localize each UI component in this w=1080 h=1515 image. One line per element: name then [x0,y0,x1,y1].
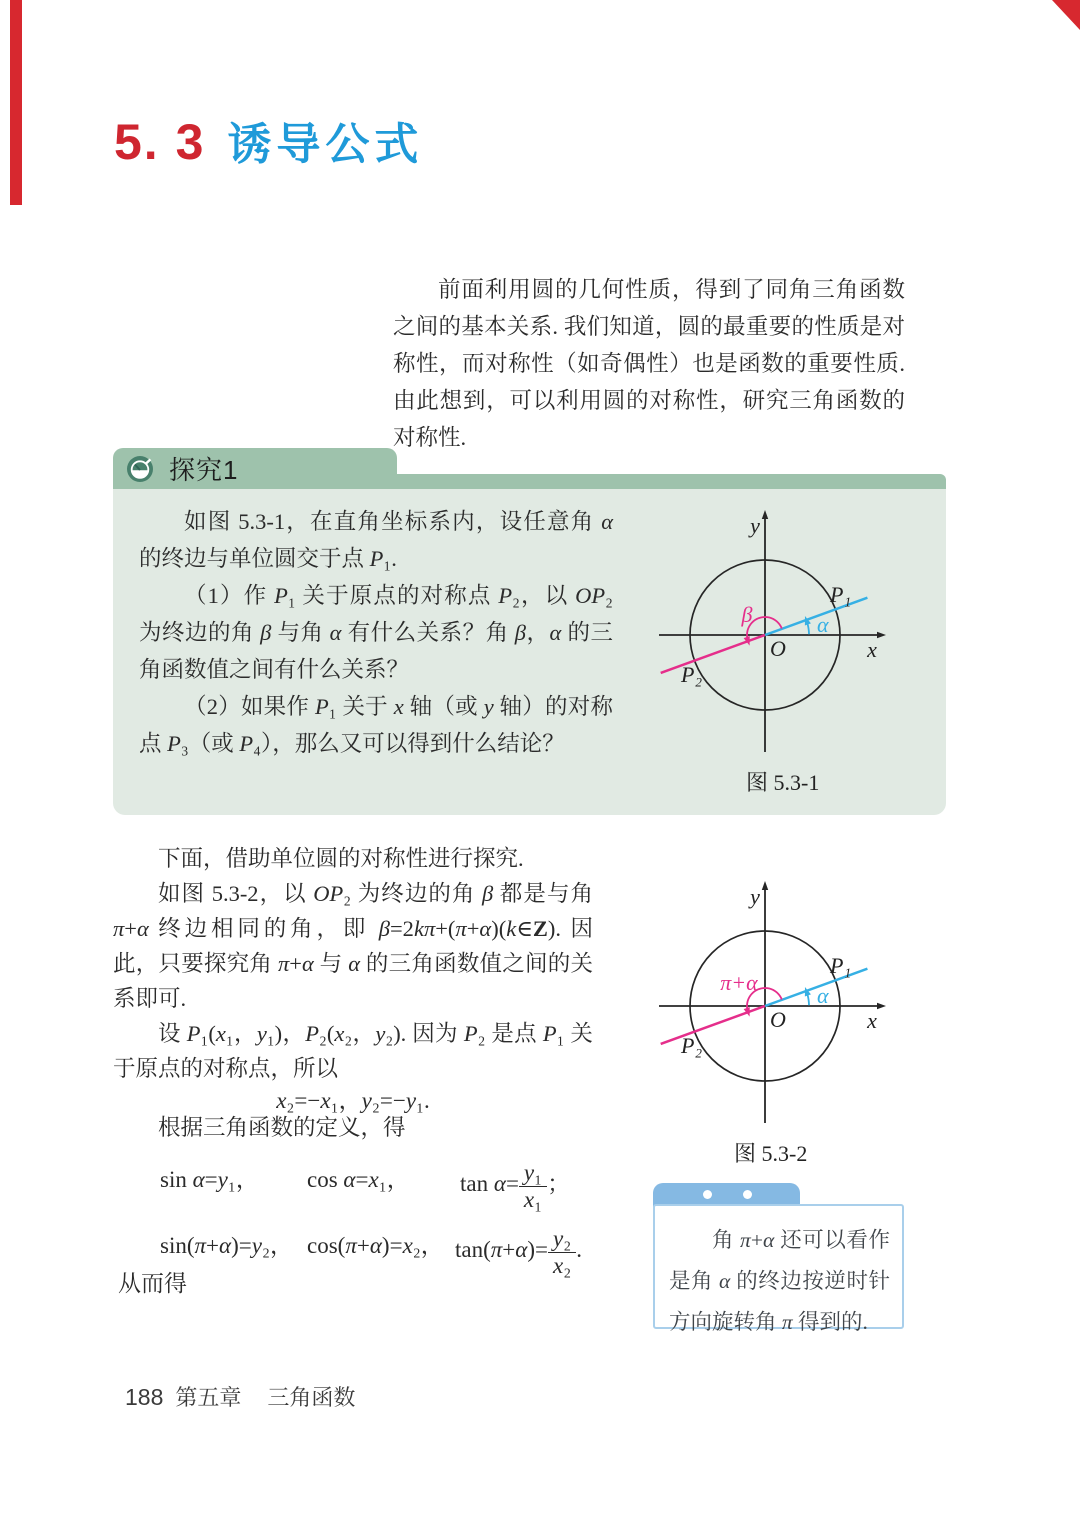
explore-tab-label: 探究1 [169,455,239,485]
main-angle-label: β [741,602,753,627]
arrowhead [744,636,750,646]
formula-symmetry: x₂=−x₁，y₂=−y₁. [276,1088,430,1113]
y-axis-label: y [750,884,760,909]
arrowhead [744,1007,750,1017]
formula-tan-pi-alpha: tan(π+α)= $\frac{\text{y₂}}{\text{x₂}}$ . [455,1226,582,1279]
p1-label: P₁ [830,953,852,978]
conclusion-lead: 从而得 [118,1271,187,1296]
body-paragraph: 设 P₁(x₁，y₁)，P₂(x₂，y₂). 因为 P₂ 是点 P₁ 关于原点的对称点，所以 [113,1021,593,1081]
note-tab-hole [703,1190,712,1199]
body-paragraph: 下面，借助单位圆的对称性进行探究. [158,846,524,871]
arrowhead [877,632,886,638]
p2-label: P₂ [681,662,703,687]
p2-label: P₂ [681,1033,703,1058]
formula-cos-alpha: cos α=x₁， [307,1167,410,1192]
note-tab-hole [743,1190,752,1199]
fraction: $\frac{\text{y₁}}{\text{x₁}}$ [519,1161,547,1212]
section-number: 5. 3 [114,114,206,170]
figure-2-caption: 图 5.3-2 [734,1141,808,1166]
formula-sin-alpha: sin α=y₁， [160,1167,259,1192]
origin-label: O [770,636,786,661]
arrowhead [762,881,768,890]
page-number: 188 [125,1384,164,1410]
formula-sin-pi-alpha: sin(π+α)=y₂， [160,1233,293,1258]
y-axis-label: y [750,513,760,538]
alpha-label: α [817,612,829,637]
body-paragraph: 如图 5.3-2，以 OP₂ 为终边的角 β 都是与角 π+α 终边相同的角，即 β=2kπ+(π+α)(k∈Z). 因此，只要探究角 π+α 与 α 的三角函数值之间的关系即可. [113,881,593,1011]
gauge-explore-icon [127,456,153,482]
formula-cos-pi-alpha: cos(π+α)=x₂， [307,1233,444,1258]
explore-paragraph: 如图 5.3-1，在直角坐标系内，设任意角 α 的终边与单位圆交于点 P₁. [139,509,613,571]
explore-text [139,503,613,762]
formula-tan-alpha: tan α= $\frac{\text{y₁}}{\text{x₁}}$ ； [460,1160,571,1213]
chapter-label: 第五章 [175,1385,242,1410]
definition-lead: 根据三角函数的定义，得 [158,1115,406,1140]
page-corner-red-mark [1052,0,1080,30]
chapter-title: 三角函数 [267,1385,356,1410]
fraction: $\frac{\text{y₂}}{\text{x₂}}$ [548,1227,576,1278]
main-angle-label: π+α [720,970,758,995]
note-text: 角 π+α 还可以看作是角 α 的终边按逆时针方向旋转角 π 得到的. [669,1228,890,1334]
page-footer [125,1381,355,1412]
x-axis-label: x [867,637,877,662]
intro-paragraph: 前面利用圆的几何性质，得到了同角三角函数之间的基本关系. 我们知道，圆的最重要的性质是对称性，而对称性（如奇偶性）也是函数的重要性质. 由此想到，可以利用圆的对称性，研究三角函数的对称性. [393,277,905,450]
body-text [113,841,593,1086]
figure-1-caption: 图 5.3-1 [746,770,820,795]
explore-tab [113,448,397,489]
note-box [653,1204,904,1334]
unit-circle-figure-1 [630,488,960,788]
page-edge-red-bar [10,0,22,205]
arrowhead [877,1003,886,1009]
unit-circle-figure-2 [630,859,960,1159]
explore-paragraph: （2）如果作 P₁ 关于 x 轴（或 y 轴）的对称点 P₃（或 P₄），那么又可以得到什么结论？ [139,694,613,756]
origin-label: O [770,1007,786,1032]
alpha-label: α [817,983,829,1008]
explore-paragraph: （1）作 P₁ 关于原点的对称点 P₂，以 OP₂ 为终边的角 β 与角 α 有什么关系？角 β，α 的三角函数值之间有什么关系？ [139,583,613,682]
section-title-text: 诱导公式 [227,120,424,169]
arrowhead [762,510,768,519]
x-axis-label: x [867,1008,877,1033]
formula-row-alpha [113,1148,613,1213]
section-title [114,108,423,172]
p1-label: P₁ [830,582,852,607]
formula-row-pi-plus-alpha [113,1214,613,1279]
